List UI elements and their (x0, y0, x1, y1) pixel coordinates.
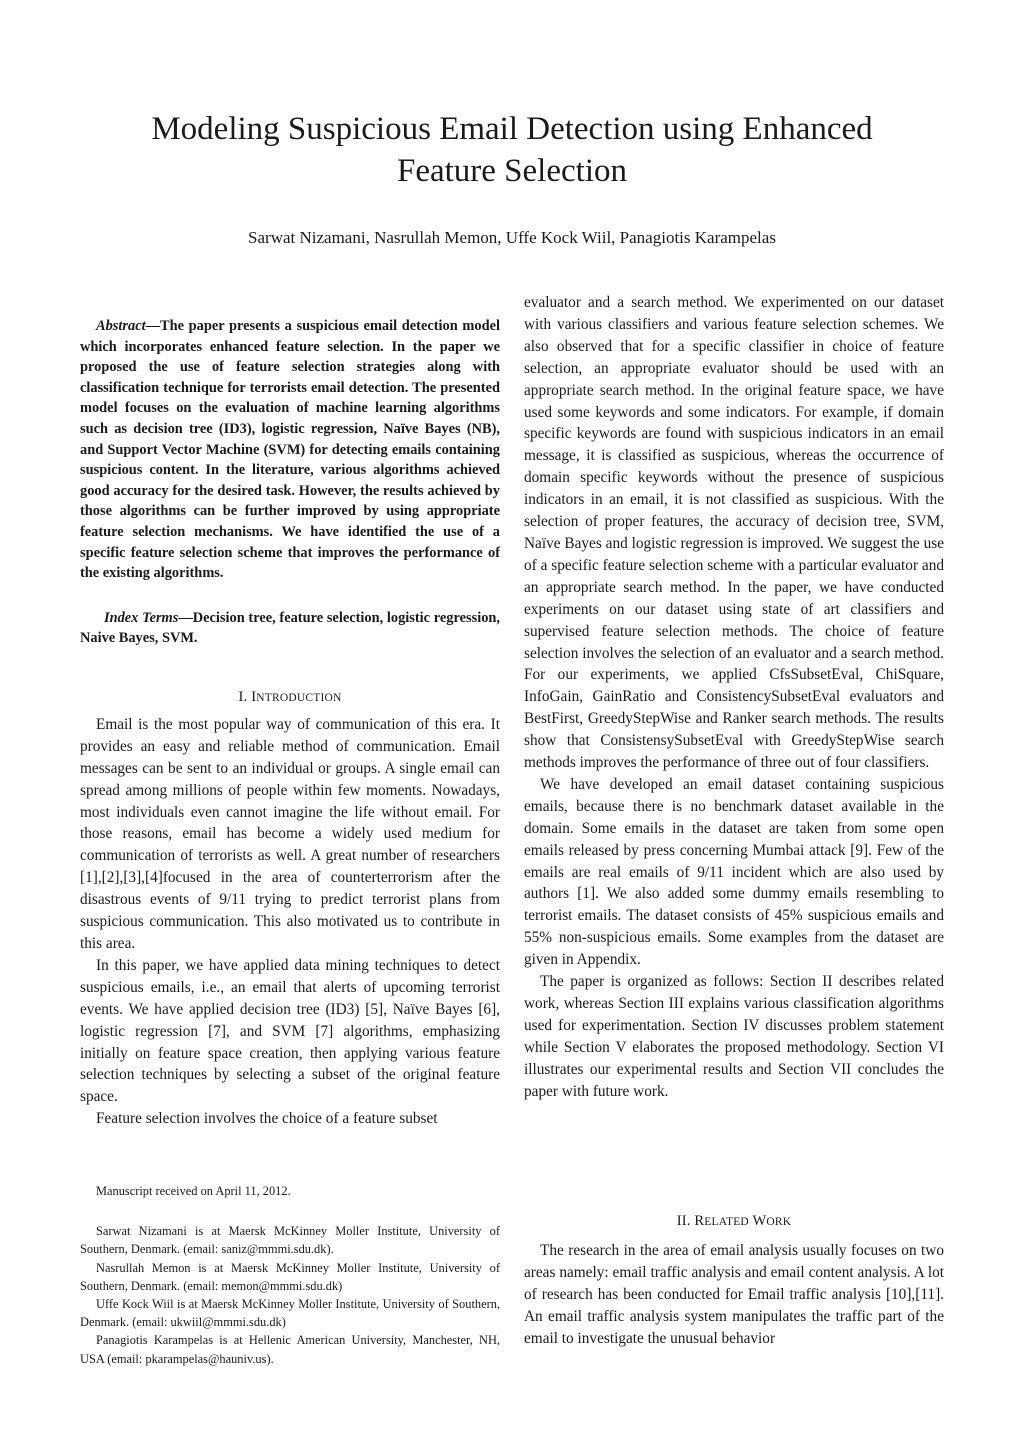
right-paragraph-2: We have developed an email dataset containing suspicious emails, because there is no benchmark dataset available in the domain. Some emails in the dataset are taken from some open emails released by press concerning Mumbai attack [9]. Few of the emails are real emails of 9/11 incident which are also used by authors [1]. We also added some dummy emails resembling to terrorist emails. The dataset consists of 45% suspicious emails and 55% non-suspicious emails. Some examples from the dataset are given in Appendix. (524, 775, 944, 969)
related-work-section (524, 1213, 944, 1350)
author-list: Sarwat Nizamani, Nasrullah Memon, Uffe Kock Wiil, Panagiotis Karampelas (248, 228, 776, 247)
left-column (80, 316, 500, 1130)
paper-title (0, 108, 1024, 192)
abstract-label: Abstract (96, 318, 146, 334)
footnote-received: Manuscript received on April 11, 2012. (96, 1184, 291, 1198)
title-line-2: Feature Selection (396, 153, 627, 189)
right-paragraph-3: The paper is organized as follows: Section II describes related work, whereas Section III explains various classification algorithms used for experimentation. Section IV discusses problem statement while Section V elaborates the proposed methodology. Section VI illustrates our experimental results and Section VII concludes the paper with future work. (524, 973, 944, 1100)
right-paragraph-1: evaluator and a search method. We experimented on our dataset with various classifiers and various feature selection schemes. We also observed that for a specific classifier in choice of feature selection, an appropriate evaluator should be used with an appropriate search method. In the original feature space, we have used some keywords and some indicators. For example, if domain specific keywords are found with suspicious indicators in an email message, it is classified as suspicious, whereas the occurrence of domain specific keywords without the presence of suspicious indicators in an email, it is not classified as suspicious. With the selection of proper features, the accuracy of decision tree, SVM, Naïve Bayes and logistic regression is improved. We suggest the use of a specific feature selection scheme with a particular evaluator and an appropriate search method. In the paper, we have conducted experiments on our dataset using state of art classifiers and supervised feature selection methods. The choice of feature selection involves the selection of an evaluator and a search method. For our experiments, we applied CfsSubsetEval, ChiSquare, InfoGain, GainRatio and ConsistencySubsetEval evaluators and BestFirst, GreedyStepWise and Ranker search methods. The results show that ConsistensySubsetEval with GreedyStepWise search methods improves the performance of three out of four classifiers. (524, 294, 944, 772)
index-terms-label: Index Terms (104, 609, 179, 626)
intro-paragraph-1: Email is the most popular way of communication of this era. It provides an easy and reliable method of communication. Email messages can be sent to an individual or groups. A single email can spread among millions of people within few moments. Nowadays, most individuals even cannot imagine the life without email. For those reasons, email has become a widely used medium for communication of terrorists as well. A great number of researchers [1],[2],[3],[4]focused in the area of counterterrorism after the disastrous events of 9/11 trying to predict terrorist plans from suspicious communication. This also motivated us to contribute in this area. (80, 715, 500, 952)
index-terms (80, 608, 500, 649)
related-work-paragraph: The research in the area of email analysis usually focuses on two areas namely: email traffic analysis and email content analysis. A lot of research has been conducted for Email traffic analysis [10],[11]. An email traffic analysis system manipulates the traffic part of the email to investigate the unusual behavior (524, 1242, 944, 1347)
section-heading-introduction: I. INTRODUCTION (238, 688, 342, 705)
index-terms-text: —Decision tree, feature selection, logistic regression, Naive Bayes, SVM. (80, 609, 500, 647)
footnote-author-4: Panagiotis Karampelas is at Hellenic American University, Manchester, NH, USA (email: pkarampelas@hauniv.us). (80, 1333, 500, 1366)
abstract-text: —The paper presents a suspicious email detection model which incorporates enhanced feature selection. In the paper we proposed the use of feature selection strategies along with classification technique for terrorists email detection. The presented model focuses on the evaluation of machine learning algorithms such as decision tree (ID3), logistic regression, Naïve Bayes (NB), and Support Vector Machine (SVM) for detecting emails containing suspicious content. In the literature, various algorithms achieved good accuracy for the desired task. However, the results achieved by those algorithms can be further improved by using appropriate feature selection mechanisms. We have identified the use of a specific feature selection scheme that improves the performance of the existing algorithms. (80, 318, 500, 582)
title-line-1: Modeling Suspicious Email Detection using Enhanced (151, 111, 873, 147)
abstract (80, 316, 500, 584)
footnote-author-2: Nasrullah Memon is at Maersk McKinney Moller Institute, University of Southern, Denmark. (email: memon@mmmi.sdu.dk) (80, 1260, 500, 1293)
footnote-author-3: Uffe Kock Wiil is at Maersk McKinney Moller Institute, University of Southern, Denmark. (email: ukwiil@mmmi.sdu.dk) (80, 1297, 500, 1330)
section-heading-related-work: II. RELATED WORK (676, 1213, 792, 1229)
right-column (524, 292, 944, 1103)
footnote-author-1: Sarwat Nizamani is at Maersk McKinney Moller Institute, University of Southern, Denmark. (email: saniz@mmmi.sdu.dk). (80, 1224, 500, 1257)
intro-paragraph-3: Feature selection involves the choice of a feature subset (96, 1110, 438, 1128)
footnotes (80, 1182, 500, 1368)
intro-paragraph-2: In this paper, we have applied data mining techniques to detect suspicious emails, i.e., an email that alerts of upcoming terrorist events. We have applied decision tree (ID3) [5], Naïve Bayes [6], logistic regression [7], and SVM [7] algorithms, emphasizing initially on feature space creation, then applying various feature selection techniques by selecting a subset of the original feature space. (80, 956, 500, 1106)
